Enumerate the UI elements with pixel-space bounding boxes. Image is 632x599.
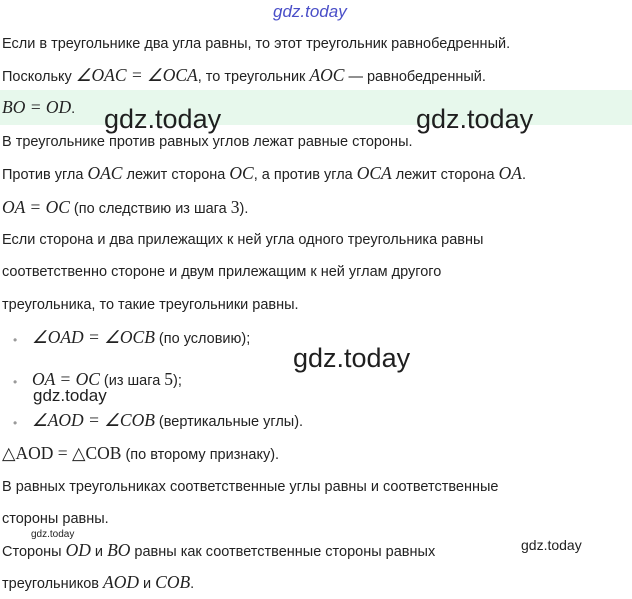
bullet-item-2: OA = OC (из шага 5); [32,369,182,389]
highlighted-result-band [0,90,632,125]
watermark-6: gdz.today [521,537,582,553]
math-expression: AOD [103,572,139,592]
text-line-9: треугольника, то такие треугольники равны. [2,297,299,313]
math-expression: ∠OAD = ∠OCB [32,327,155,347]
math-expression: AOC [309,65,345,85]
text-line-4: В треугольнике против равных углов лежат равные стороны. [2,134,413,150]
text-line-8: соответственно стороне и двум прилежащим к ней углам другого [2,264,442,280]
bullet-marker: • [13,416,18,430]
math-expression: ∠OAC = ∠OCA [75,65,198,85]
math-expression: OA [498,163,522,183]
math-expression: BO = OD [2,97,72,117]
watermark-top: gdz.today [273,2,347,21]
math-expression: OCA [356,163,392,183]
math-expression: OD [65,540,91,560]
bullet-marker: • [13,333,18,347]
math-expression: OA = OC [32,369,100,389]
text-line-12: стороны равны. [2,511,109,527]
math-expression: OC [229,163,254,183]
text-line-5: Против угла OAC лежит сторона OC, а против угла OCA лежит сторона OA. [2,163,526,183]
math-expression: ∠AOD = ∠COB [32,410,155,430]
watermark-4: gdz.today [33,386,107,405]
math-expression: △AOD = △COB [2,443,122,463]
bullet-item-1: ∠OAD = ∠OCB (по условию); [32,327,251,347]
text-line-7: Если сторона и два прилежащих к ней угла одного треугольника равны [2,232,484,248]
text-line-2: Поскольку ∠OAC = ∠OCA, то треугольник AOC — равнобедренный. [2,65,486,85]
text-line-13: Стороны OD и BO равны как соответственные стороны равных [2,540,436,560]
text-line-1: Если в треугольнике два угла равны, то этот треугольник равнобедренный. [2,36,511,52]
watermark-1: gdz.today [104,104,222,134]
text-line-3: BO = OD. [2,97,76,117]
math-expression: BO [107,540,131,560]
text-line-10: △AOD = △COB (по второму признаку). [2,443,280,463]
watermark-3: gdz.today [293,343,411,373]
text-line-11: В равных треугольниках соответственные углы равны и соответственные [2,479,499,495]
text-line-14: треугольников AOD и COB. [2,572,195,592]
math-expression: OAC [87,163,123,183]
bullet-marker: • [13,375,18,389]
bullet-item-3: ∠AOD = ∠COB (вертикальные углы). [32,410,304,430]
text-line-6: OA = OC (по следствию из шага 3). [2,197,249,217]
math-expression: COB [155,572,191,592]
watermark-2: gdz.today [416,104,534,134]
math-expression: OA = OC [2,197,70,217]
watermark-5: gdz.today [31,529,75,540]
